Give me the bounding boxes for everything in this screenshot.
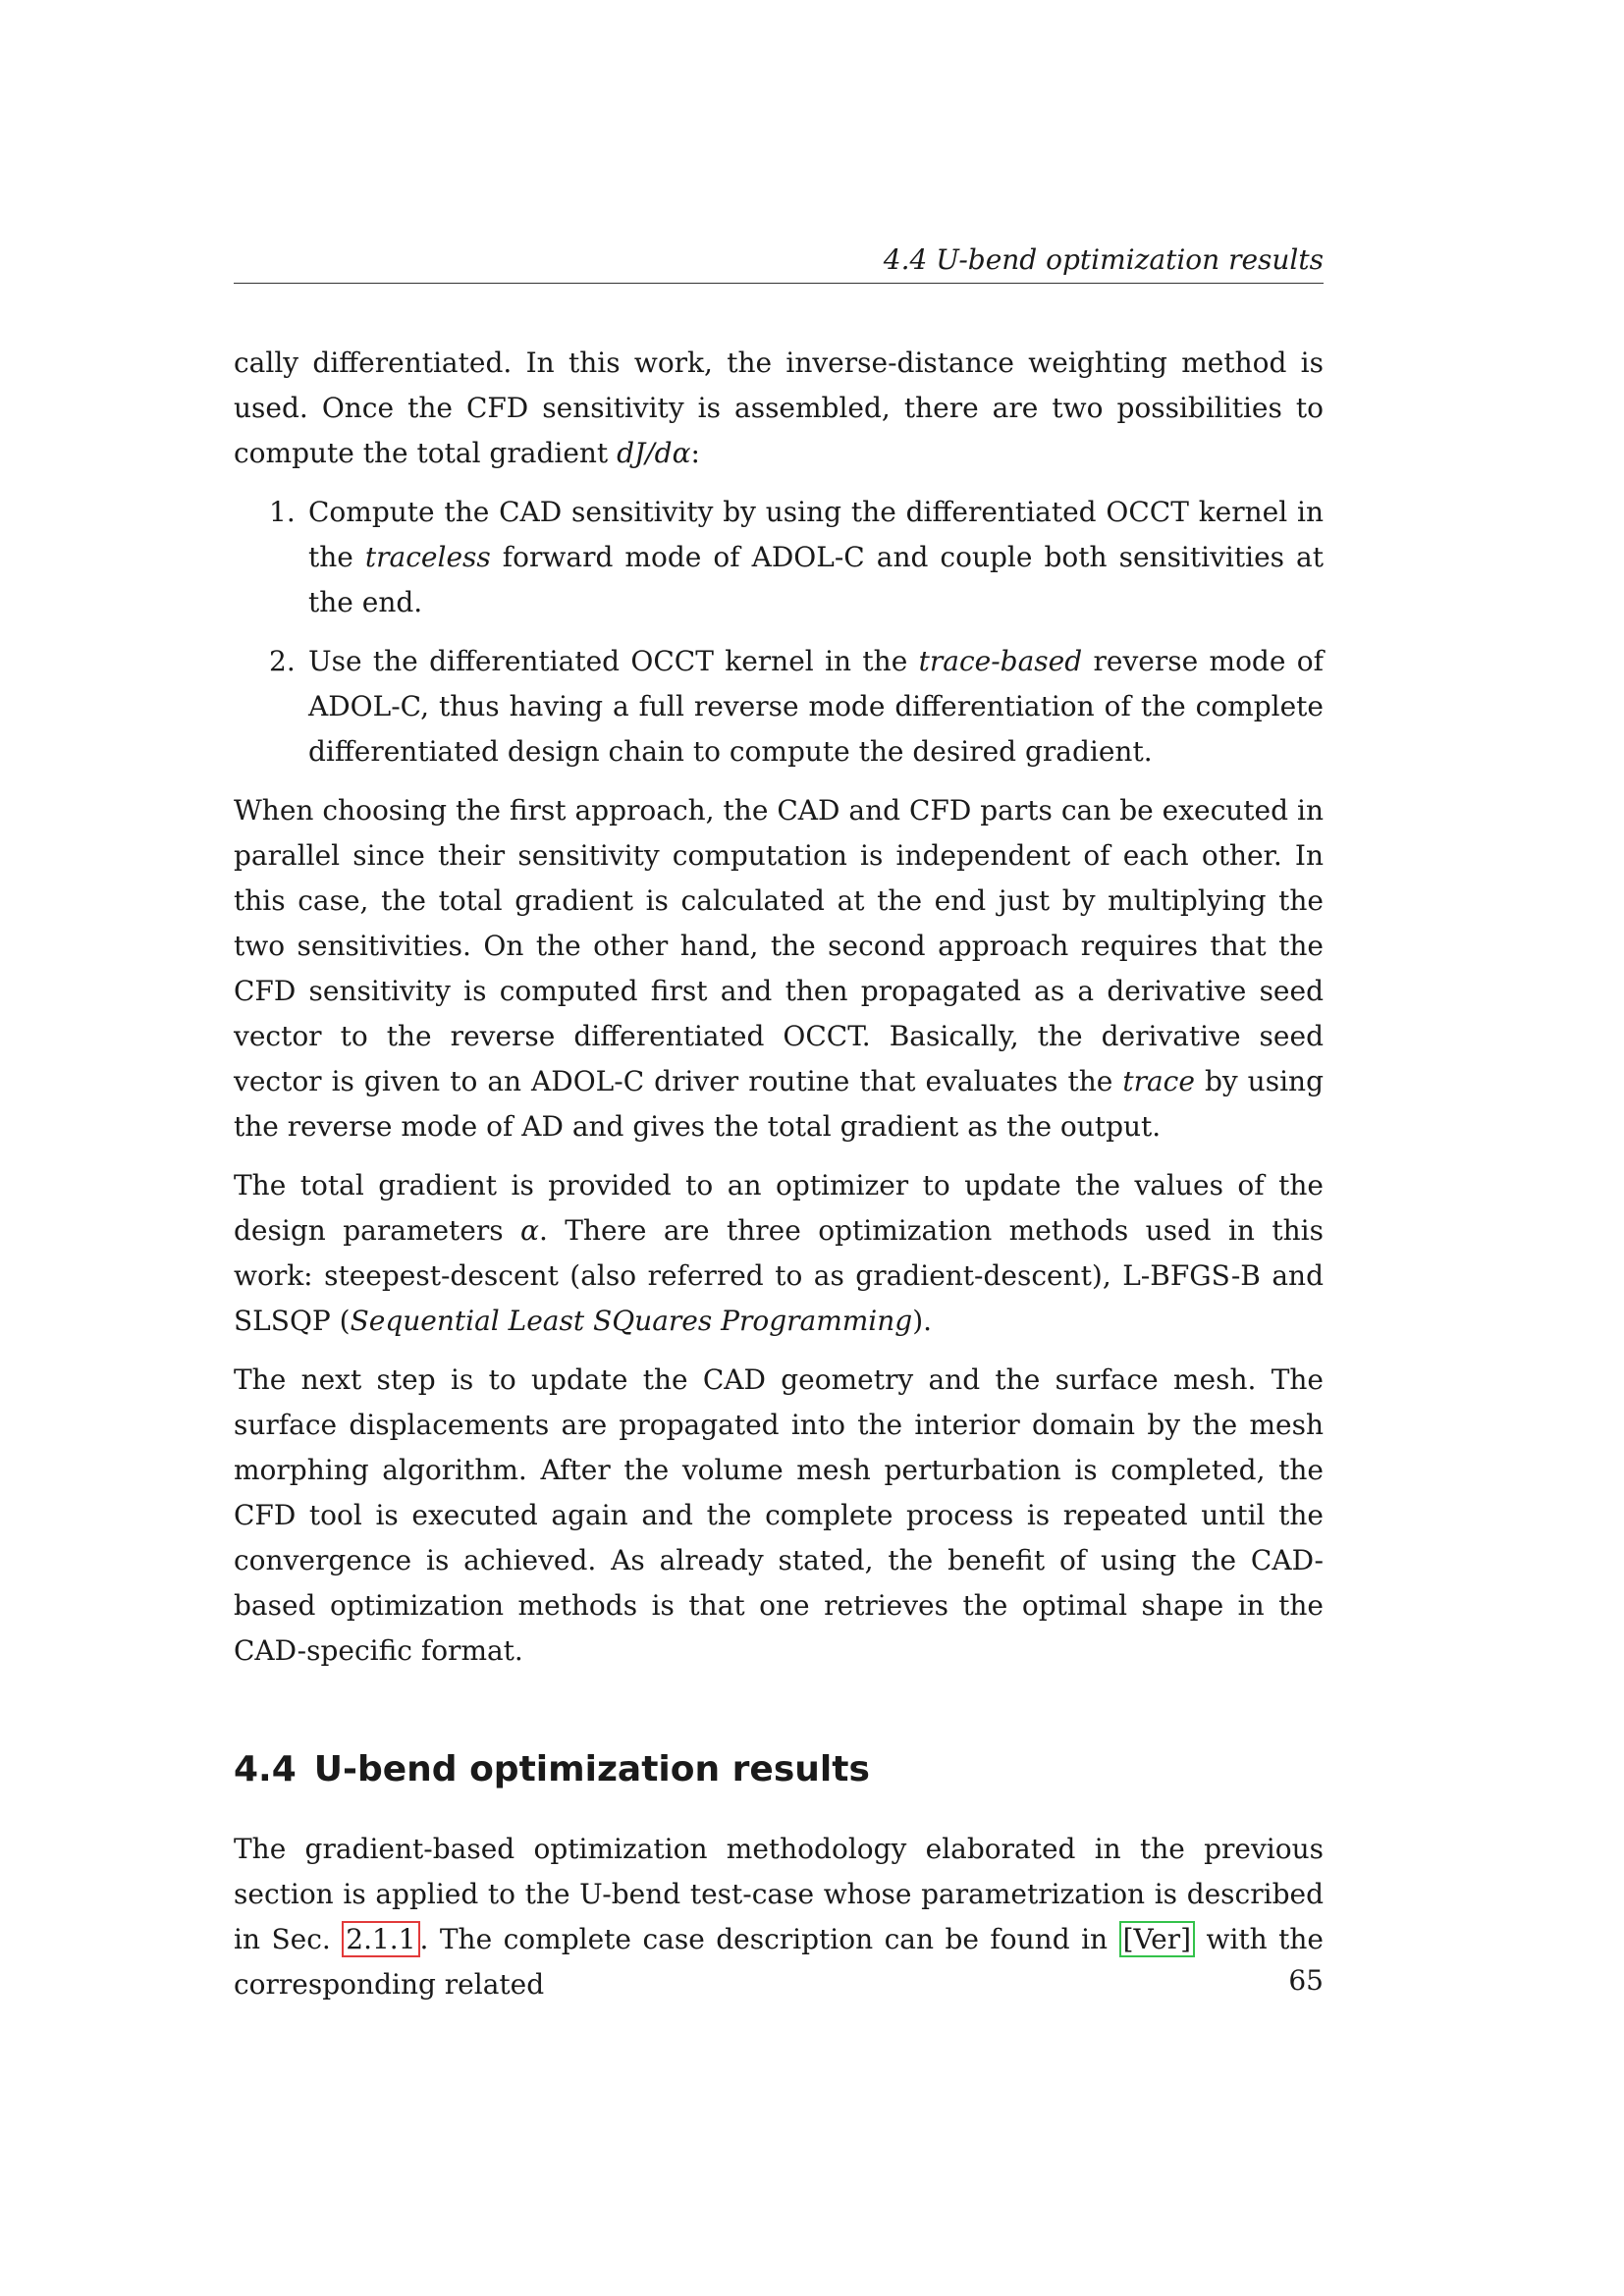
list-number: 1. <box>269 496 296 528</box>
paragraph-ubend <box>234 1827 1324 2007</box>
paragraph-text: The gradient-based optimization methodology elaborated in the previous section is applied to the U-bend test-case whose parametrization is described in Sec. <box>234 1833 1324 1955</box>
list-text-post: forward mode of ADOL-C and couple both sensitivities at the end. <box>308 541 1325 618</box>
list-emphasis: traceless <box>364 541 491 573</box>
paragraph-update: The next step is to update the CAD geometry and the surface mesh. The surface displacements are propagated into the interior domain by the mesh morphing algorithm. After the volume mesh perturbation is completed, the CFD tool is executed again and the complete process is repeated until the convergence is achieved. As already stated, the benefit of using the CAD-based optimization methods is that one retrieves the optimal shape in the CAD-specific format. <box>234 1363 1324 1667</box>
paragraph-optimizer <box>234 1163 1324 1344</box>
list-item <box>269 639 1324 774</box>
approach-list <box>234 490 1324 774</box>
list-emphasis: trace-based <box>918 645 1083 677</box>
paragraph-text: ). <box>912 1305 933 1337</box>
list-text-pre: Compute the CAD sensitivity by using the differentiated OCCT kernel in the <box>308 496 1324 573</box>
section-number: 4.4 <box>234 1749 297 1789</box>
paragraph-text: with the corresponding related <box>234 1923 1325 2001</box>
paragraph-text: When choosing the first approach, the CAD and CFD parts can be executed in parallel since their sensitivity computation is independent of each other. In this case, the total gradient is calculated at the end just by multiplying the two sensitivities. On the other hand, the second approach requires that the CFD sensitivity is computed first and then propagated as a derivative seed vector to the reverse differentiated OCCT. Basically, the derivative seed vector is given to an ADOL-C driver routine that evaluates the <box>234 794 1324 1097</box>
paragraph-text: The total gradient is provided to an optimizer to update the values of the design parameters <box>234 1169 1324 1247</box>
paragraph-text: . There are three optimization methods used in this work: steepest-descent (also referred to as gradient-descent), L-BFGS-B and SLSQP ( <box>234 1214 1324 1337</box>
trace-emphasis: trace <box>1122 1065 1195 1097</box>
body-text <box>234 341 1324 2021</box>
slsqp-emphasis: Sequential Least SQuares Programming <box>350 1305 913 1337</box>
gradient-math: dJ/dα <box>617 437 691 469</box>
page-number: 65 <box>1288 1964 1324 1997</box>
citation-link[interactable]: [Ver] <box>1119 1921 1195 1957</box>
alpha-math: α <box>520 1214 539 1247</box>
section-heading <box>234 1748 1324 1791</box>
list-text-pre: Use the differentiated OCCT kernel in the <box>308 645 919 677</box>
section-title: U-bend optimization results <box>313 1749 870 1789</box>
section-reference-link[interactable]: 2.1.1 <box>342 1921 419 1957</box>
paragraph-approaches <box>234 788 1324 1149</box>
list-text-post: reverse mode of ADOL-C, thus having a full reverse mode differentiation of the complete differentiated design chain to compute the desired gradient. <box>308 645 1324 768</box>
paragraph-text: by using the reverse mode of AD and gives the total gradient as the output. <box>234 1065 1325 1143</box>
running-header: 4.4 U-bend optimization results <box>234 245 1324 284</box>
paragraph-text: . The complete case description can be found in <box>419 1923 1119 1955</box>
intro-paragraph <box>234 341 1324 476</box>
list-number: 2. <box>269 645 296 677</box>
intro-text: cally differentiated. In this work, the inverse-distance weighting method is used. Once the CFD sensitivity is assembled, there are two possibilities to compute the total gradient <box>234 347 1324 469</box>
list-item <box>269 490 1325 625</box>
intro-suffix: : <box>690 437 700 469</box>
